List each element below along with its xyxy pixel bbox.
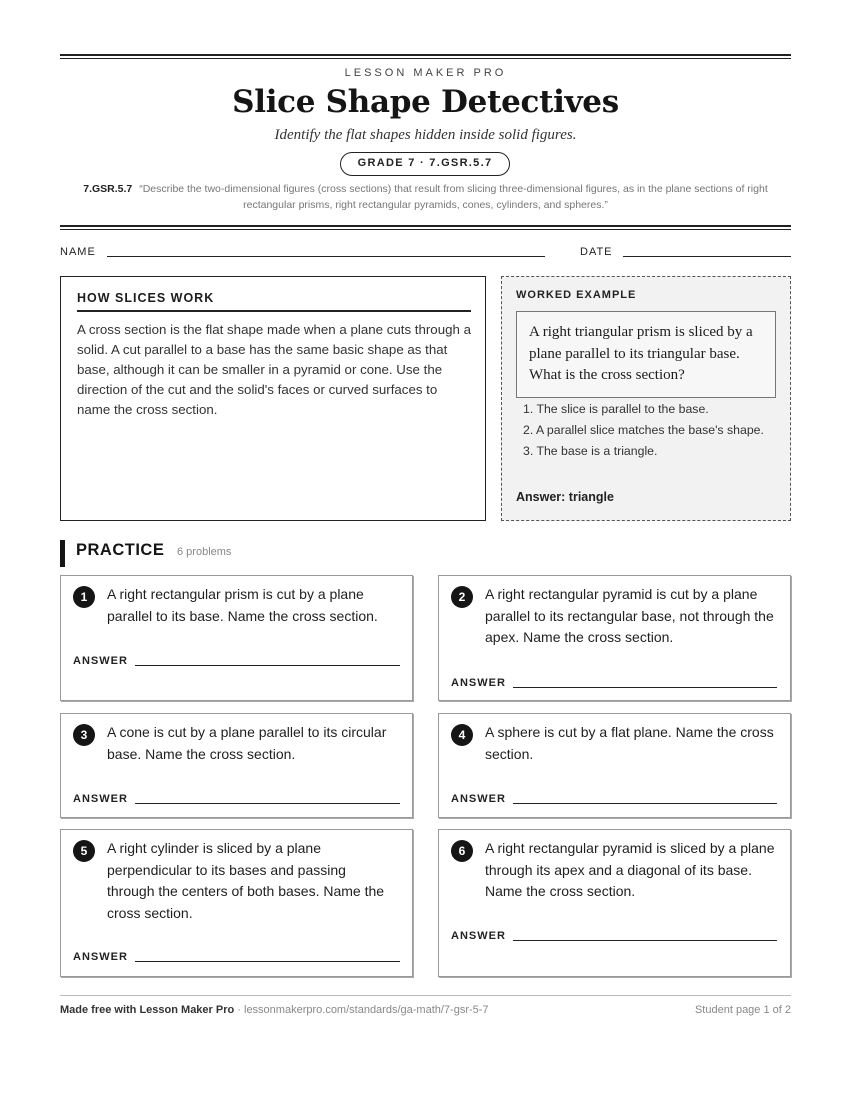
answer-field[interactable] xyxy=(135,665,400,666)
answer-label: ANSWER xyxy=(73,793,128,805)
worked-example-steps xyxy=(516,400,778,463)
problem-card-1 xyxy=(60,575,413,701)
footer-credit xyxy=(60,1004,489,1016)
answer-field[interactable] xyxy=(135,803,400,804)
problem-question: A right rectangular prism is cut by a plane parallel to its base. Name the cross section. xyxy=(107,586,378,624)
how-slices-work-panel xyxy=(60,276,486,521)
footer-separator: · xyxy=(234,1004,244,1016)
problem-number-badge: 3 xyxy=(73,724,95,746)
header-bottom-rule xyxy=(60,225,791,230)
student-fields xyxy=(60,246,791,262)
problem-number-badge: 4 xyxy=(451,724,473,746)
answer-label: ANSWER xyxy=(73,655,128,667)
problem-card-2 xyxy=(438,575,791,701)
practice-count: 6 problems xyxy=(177,546,232,558)
answer-label: ANSWER xyxy=(451,930,506,942)
how-slices-work-text: A cross section is the flat shape made when a plane cuts through a solid. A cut parallel to a base has the same basic shape as that base, although it can be smaller in a pyramid or cone. Use the direction of the cut and the solid's faces or curved surfaces to name the cross section. xyxy=(77,322,471,417)
answer-field[interactable] xyxy=(513,940,777,941)
standard-code: 7.GSR.5.7 xyxy=(83,183,133,195)
date-label: DATE xyxy=(580,246,613,258)
date-field[interactable] xyxy=(623,256,791,257)
grade-badge: GRADE 7 · 7.GSR.5.7 xyxy=(340,152,510,176)
worked-example-heading: WORKED EXAMPLE xyxy=(516,289,637,301)
answer-label: ANSWER xyxy=(451,793,506,805)
worked-example-answer: Answer: triangle xyxy=(516,490,614,504)
how-slices-work-heading: HOW SLICES WORK xyxy=(77,291,471,312)
problem-card-6 xyxy=(438,829,791,977)
problem-number-badge: 2 xyxy=(451,586,473,608)
problem-number-badge: 6 xyxy=(451,840,473,862)
name-label: NAME xyxy=(60,246,96,258)
footer-made-with: Made free with Lesson Maker Pro xyxy=(60,1004,235,1016)
footer-url-link[interactable]: lessonmakerpro.com/standards/ga-math/7-gsr-5-7 xyxy=(244,1004,489,1016)
problem-number-badge: 1 xyxy=(73,586,95,608)
answer-label: ANSWER xyxy=(451,677,506,689)
standard-description xyxy=(60,181,791,213)
problem-question: A sphere is cut by a flat plane. Name the cross section. xyxy=(485,724,774,762)
name-field[interactable] xyxy=(107,256,545,257)
practice-accent-bar xyxy=(60,540,65,567)
problem-question: A cone is cut by a plane parallel to its circular base. Name the cross section. xyxy=(107,724,387,762)
footer-page-number: Student page 1 of 2 xyxy=(694,1004,791,1016)
practice-heading: PRACTICE xyxy=(76,541,165,559)
worked-example-step: 1. The slice is parallel to the base. xyxy=(523,402,709,416)
standard-text: “Describe the two-dimensional figures (cross sections) that result from slicing three-dimensional figures, as in the plane sections of right rectangular prisms, right rectangular pyramids, cones, cylinders, and spheres.” xyxy=(139,183,768,211)
problem-number-badge: 5 xyxy=(73,840,95,862)
worked-example-panel xyxy=(501,276,791,521)
answer-label: ANSWER xyxy=(73,951,128,963)
problem-card-3 xyxy=(60,713,413,818)
answer-field[interactable] xyxy=(513,803,777,804)
problem-question: A right cylinder is sliced by a plane perpendicular to its bases and passing through the centers of both bases. Name the cross section. xyxy=(107,840,385,921)
footer-rule xyxy=(60,995,791,996)
problem-question: A right rectangular pyramid is cut by a plane parallel to its rectangular base, not through the apex. Name the cross section. xyxy=(485,586,774,645)
worked-example-step: 2. A parallel slice matches the base's shape. xyxy=(523,423,764,437)
header-top-rule xyxy=(60,54,791,59)
page-subtitle: Identify the flat shapes hidden inside solid figures. xyxy=(274,127,577,143)
answer-field[interactable] xyxy=(513,687,777,688)
page-title: Slice Shape Detectives xyxy=(232,84,619,120)
answer-field[interactable] xyxy=(135,961,400,962)
worked-example-question: A right triangular prism is sliced by a plane parallel to its triangular base. What is the cross section? xyxy=(516,311,776,398)
problem-question: A right rectangular pyramid is sliced by a plane through its apex and a diagonal of its base. Name the cross section. xyxy=(485,840,775,899)
problem-card-5 xyxy=(60,829,413,977)
problem-card-4 xyxy=(438,713,791,818)
worked-example-step: 3. The base is a triangle. xyxy=(523,444,658,458)
brand-name: LESSON MAKER PRO xyxy=(344,67,507,79)
